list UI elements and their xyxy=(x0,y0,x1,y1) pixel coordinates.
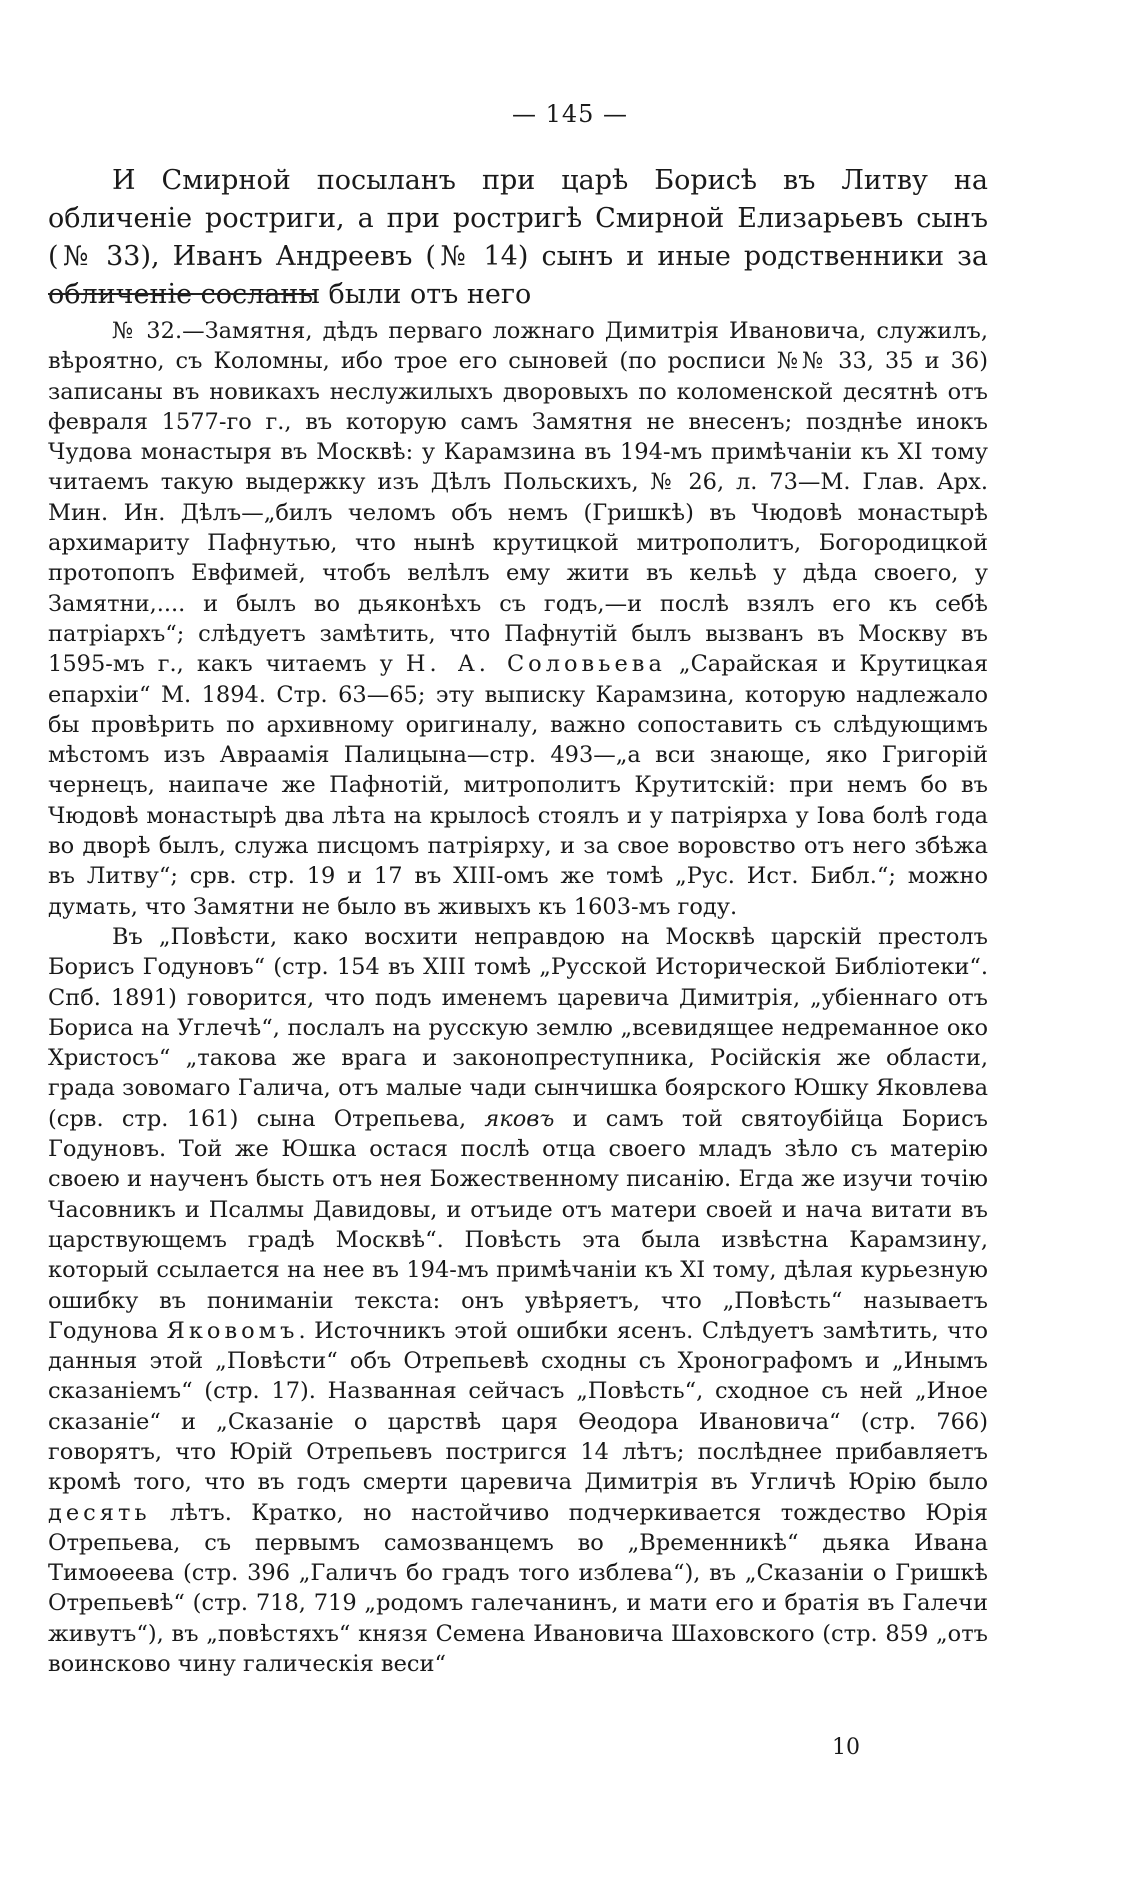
footnote-2-italic-word: яковъ xyxy=(484,1105,555,1132)
footnote-2-text-c: . Источникъ этой ошибки ясенъ. Слѣдуетъ замѣтить, что данныя этой „Повѣсти“ объ Отрепьевѣ сходны съ Хронографомъ и „Инымъ сказаніемъ“ (стр. 17). Названная сейчасъ „Повѣсть“, сходное съ ней „Иное сказаніе“ и „Сказаніе о царствѣ царя Ѳеодора Ивановича“ (стр. 766) говорятъ, что Юрій Отрепьевъ постригся 14 лѣтъ; послѣднее прибавляетъ кромѣ того, что въ годъ смерти царевича Димитрія въ Угличѣ Юрію было xyxy=(48,1317,989,1496)
footnote-paragraph-1 xyxy=(48,316,988,922)
footnote-2-text-a: Въ „Повѣсти, како восхити неправдою на Москвѣ царскій престолъ Борисъ Годуновъ“ (стр. 154 въ XIII томѣ „Русской Исторической Библіотеки“. Спб. 1891) говорится, что подъ именемъ царевича Димитрія, „убіеннаго отъ Бориса на Углечѣ“, послалъ на русскую землю „всевидящее недреманное око Христосъ“ „такова же врага и законопреступника, Російскія же области, града зовомаго Галича, отъ малые чади сынчишка боярского Юшку Яковлева (срв. стр. 161) сына Отрепьева, xyxy=(48,923,988,1132)
printer-signature: 10 xyxy=(832,1735,860,1760)
footnote-1-text-a: № 32.—Замятня, дѣдъ перваго ложнаго Димитрія Ивановича, служилъ, вѣроятно, съ Коломны, ибо трое его сыновей (по росписи №№ 33, 35 и 36) записаны въ новикахъ неслужилыхъ дворовыхъ по коломенской десятнѣ отъ февраля 1577-го г., въ которую самъ Замятня не внесенъ; позднѣе инокъ Чудова монастыря въ Москвѣ: у Карамзина въ 194-мъ примѣчаніи къ XI тому читаемъ такую выдержку изъ Дѣлъ Польскихъ, № 26, л. 73—М. Глав. Арх. Мин. Ин. Дѣлъ—„билъ челомъ объ немъ (Гришкѣ) въ Чюдовѣ монастырѣ архимариту Пафнутью, что нынѣ крутицкой митрополитъ, Богородицкой протопопъ Евфимей, чтобъ велѣлъ ему жити въ кельѣ у дѣда своего, у Замятни,.... и былъ во дьяконѣхъ съ годъ,—и послѣ взялъ его къ себѣ патріархъ“; слѣдуетъ замѣтить, что Пафнутій былъ вызванъ въ Москву въ 1595-мъ г., какъ читаемъ у xyxy=(48,318,988,678)
footnote-1-author: Н. А. Соловьева xyxy=(405,651,666,678)
footnote-2-text-b: и самъ той святоубійца Борисъ Годуновъ. Той же Юшка остася послѣ отца своего младъ зѣло съ матерію своею и наученъ бысть отъ нея Божественному писанію. Егда же изучи точію Часовникъ и Псалмы Давидовы, и отъиде отъ матери своей и нача витати въ царствующемъ градѣ Москвѣ“. Повѣсть эта была извѣстна Карамзину, который ссылается на нее въ 194-мъ примѣчаніи къ XI тому, дѣлая курьезную ошибку въ пониманіи текста: онъ увѣряетъ, что „Повѣсть“ называетъ Годунова xyxy=(48,1105,988,1344)
footnote-2-text-d: лѣтъ. Кратко, но настойчиво подчеркивается тождество Юрія Отрепьева, съ первымъ самозванцемъ во „Временникѣ“ дьяка Ивана Тимоѳеева (стр. 396 „Галичъ бо градъ того изблева“), въ „Сказаніи о Гришкѣ Отрепьевѣ“ (стр. 718, 719 „родомъ галечанинъ, и мати его и братія въ Галечи живутъ“), въ „повѣстяхъ“ князя Семена Ивановича Шаховского (стр. 859 „отъ воинсково чину галическія веси“ xyxy=(48,1499,988,1678)
footnote-paragraph-2 xyxy=(48,922,988,1679)
main-text xyxy=(48,162,988,314)
page-number: — 145 — xyxy=(511,100,629,128)
main-paragraph: И Смирной посыланъ при царѣ Борисѣ въ Литву на обличеніе ростриги, а при ростригѣ Смирной Елизарьевъ сынъ (№ 33), Иванъ Андреевъ (№ 14) сынъ и иные родственники за обличеніе сосланы были отъ него xyxy=(48,165,988,310)
footnote-2-spaced-word-2: десять xyxy=(48,1499,151,1526)
footnote-2-spaced-word-1: Яковомъ xyxy=(166,1317,299,1344)
footnote-separator xyxy=(48,293,316,295)
footnote-1-text-b: „Сарайская и Крутицкая епархіи“ М. 1894. Стр. 63—65; эту выписку Карамзина, которую надлежало бы провѣрить по архивному оригиналу, важно сопоставить съ слѣдующимъ мѣстомъ изъ Авраамія Палицына—стр. 493—„а вси знающе, яко Григорій чернецъ, наипаче же Пафнотій, митрополитъ Крутитскій: при немъ бо въ Чюдовѣ монастырѣ два лѣта на крылосѣ стоялъ и у патріярха у Іова болѣ года во дворѣ былъ, служа писцомъ патріярху, и за свое воровство отъ него збѣжа въ Литву“; срв. стр. 19 и 17 въ XIII-омъ же томѣ „Рус. Ист. Библ.“; можно думать, что Замятни не было въ живыхъ къ 1603-мъ году. xyxy=(48,651,989,920)
footnote xyxy=(48,316,988,1679)
